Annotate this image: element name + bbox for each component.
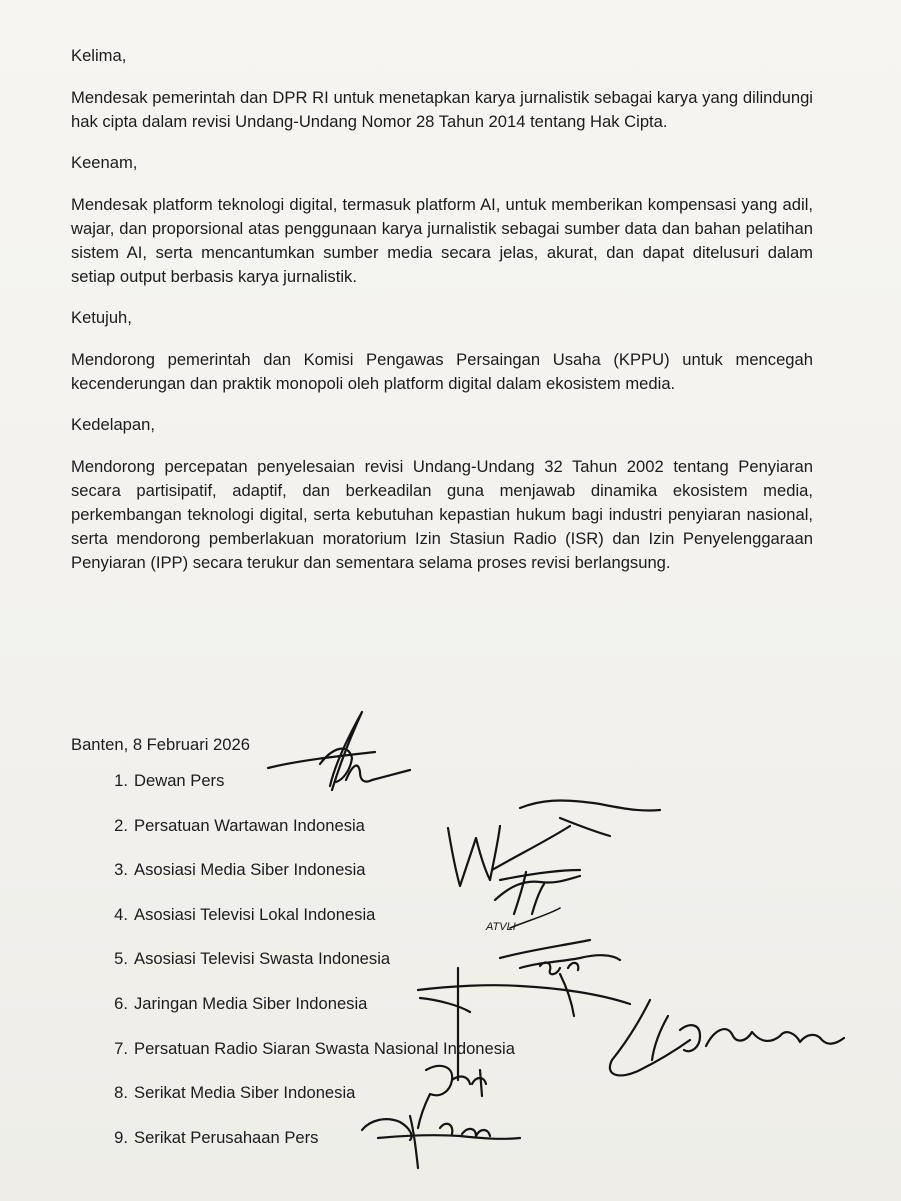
list-item: 9. Serikat Perusahaan Pers [96,1126,515,1171]
section-label-ketujuh: Ketujuh, [71,308,132,327]
list-item: 2. Persatuan Wartawan Indonesia [96,814,515,859]
list-item: 3. Asosiasi Media Siber Indonesia [96,858,515,903]
list-item: 4. Asosiasi Televisi Lokal Indonesia [96,903,515,948]
signature-5 [500,940,620,974]
signatory-name: Dewan Pers [134,771,225,790]
section-label-kelima: Kelima, [71,46,127,65]
section-text-keenam: Mendesak platform teknologi digital, termasuk platform AI, untuk memberikan kompensasi yang adil, wajar, dan proporsional atas penggunaan karya jurnalistik sebagai sumber data dan bahan pelatihan sistem AI, serta mencantumkan sumber media secara jelas, akurat, dan dapat ditelusuri dalam setiap output berbasis karya jurnalistik. [71,195,813,286]
signature-7 [610,1000,844,1075]
signatory-name: Serikat Media Siber Indonesia [134,1083,356,1103]
place-date: Banten, 8 Februari 2026 [71,735,250,754]
section-label-keenam: Keenam, [71,153,138,172]
list-item: 1. Dewan Pers [96,769,515,814]
section-text-kedelapan: Mendorong percepatan penyelesaian revisi Undang-Undang 32 Tahun 2002 tentang Penyiaran secara partisipatif, adaptif, dan berkeadilan guna menjawab dinamika ekosistem media, perkembangan teknologi digital, serta kebutuhan kepastian hukum bagi industri penyiaran nasional, serta mendorong pemberlakuan moratorium Izin Stasiun Radio (ISR) dan Izin Penyelenggaraan Penyiaran (IPP) secara terukur dan sementara selama proses revisi berlangsung. [71,457,813,572]
signatory-name: Serikat Perusahaan Pers [134,1127,319,1147]
signatory-name: Asosiasi Media Siber Indonesia [134,860,366,880]
signatory-name: Persatuan Radio Siaran Swasta Nasional Indonesia [134,1038,515,1058]
signatory-list [96,769,515,1170]
statement-body [71,44,813,575]
section-text-ketujuh: Mendorong pemerintah dan Komisi Pengawas Persaingan Usaha (KPPU) untuk mencegah kecenderungan dan praktik monopoli oleh platform digital dalam ekosistem media. [71,350,813,393]
signatory-name: Persatuan Wartawan Indonesia [134,815,365,835]
list-item: 8. Serikat Media Siber Indonesia [96,1081,515,1126]
signatory-name: Jaringan Media Siber Indonesia [134,993,368,1013]
section-text-kelima: Mendesak pemerintah dan DPR RI untuk menetapkan karya jurnalistik sebagai karya yang dilindungi hak cipta dalam revisi Undang-Undang Nomor 28 Tahun 2014 tentang Hak Cipta. [71,88,813,131]
list-item: 5. Asosiasi Televisi Swasta Indonesia [96,947,515,992]
signatory-name: Asosiasi Televisi Swasta Indonesia [134,949,391,969]
atvli-mark: ATVLI [486,921,516,933]
list-item: 6. Jaringan Media Siber Indonesia [96,992,515,1037]
signatory-name: Asosiasi Televisi Lokal Indonesia [134,904,376,924]
section-label-kedelapan: Kedelapan, [71,415,155,434]
list-item: 7. Persatuan Radio Siaran Swasta Nasional Indonesia [96,1037,515,1082]
